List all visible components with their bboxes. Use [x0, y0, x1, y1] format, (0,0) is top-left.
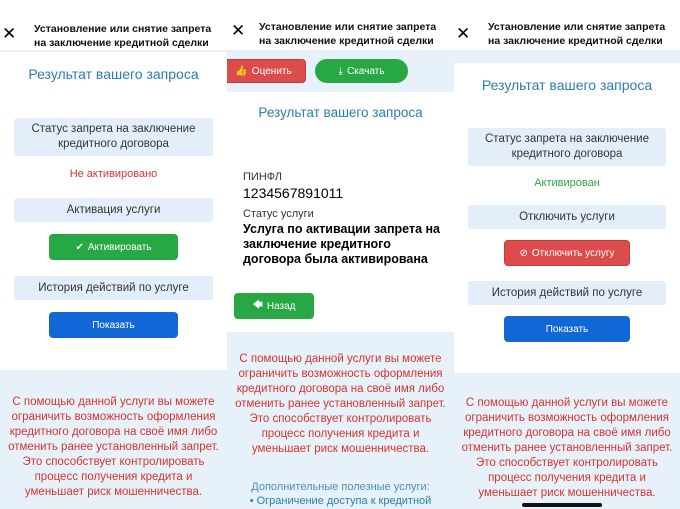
- history-box: История действий по услуге: [14, 276, 213, 300]
- result-card: [0, 52, 227, 370]
- screen-not-activated: [0, 0, 227, 509]
- result-card: [454, 63, 680, 373]
- header-title: Установление или снятие запрета на заключение кредитной сделки: [259, 21, 437, 48]
- close-icon[interactable]: ✕: [231, 21, 246, 40]
- status-value: Активирован: [534, 177, 600, 189]
- info-text: С помощью данной услуги вы можете ограничить возможность оформления кредитного договора на своё имя либо отменить ранее установленный запрет. Это способствует контролировать процесс получения кредита и уменьшает риск мошенничества.: [8, 396, 219, 498]
- header-title: Установление или снятие запрета на заключение кредитной сделки: [34, 23, 212, 50]
- disable-button[interactable]: [504, 240, 630, 266]
- disable-box: Отключить услуги: [468, 205, 666, 229]
- rate-button-label: Оценить: [251, 65, 292, 77]
- screen-activated: [454, 0, 680, 509]
- close-icon[interactable]: ✕: [456, 24, 471, 43]
- extra-service-link[interactable]: • Ограничение доступа к кредитной: [249, 495, 432, 507]
- back-button-label: Назад: [266, 300, 296, 312]
- activate-button-label: Активировать: [87, 241, 152, 253]
- show-button[interactable]: Показать: [504, 316, 630, 342]
- info-text: С помощью данной услуги вы можете ограничить возможность оформления кредитного договора на своё имя либо отменить ранее установленный запрет. Это способствует контролировать процесс получения кредита и уменьшает риск мошенничества.: [235, 353, 446, 455]
- activate-button[interactable]: [49, 234, 178, 260]
- activation-box: Активация услуги: [14, 198, 213, 222]
- download-button-label: Скачать: [346, 65, 385, 77]
- status-box: Статус запрета на заключение кредитного договора: [14, 118, 213, 156]
- close-icon[interactable]: ✕: [2, 24, 17, 43]
- info-text: С помощью данной услуги вы можете ограничить возможность оформления кредитного договора на своё имя либо отменить ранее установленный запрет. Это способствует контролировать процесс получения кредита и уменьшает риск мошенничества.: [461, 397, 673, 499]
- header: [454, 0, 680, 50]
- download-icon: ⤓: [338, 65, 343, 77]
- status-value: Не активировано: [69, 168, 158, 180]
- service-status-value: Услуга по активации запрета на заключение кредитного договора была активирована: [243, 222, 440, 266]
- extra-services-title: Дополнительные полезные услуги:: [251, 481, 430, 493]
- ban-icon: ⊘: [519, 247, 528, 259]
- show-button[interactable]: Показать: [49, 312, 178, 338]
- rate-button[interactable]: [227, 59, 306, 83]
- header: [0, 0, 227, 50]
- header-title: Установление или снятие запрета на заключение кредитной сделки: [488, 21, 666, 48]
- service-status-label: Статус услуги: [243, 208, 314, 220]
- result-card: [227, 92, 454, 332]
- card-title: Результат вашего запроса: [28, 66, 199, 82]
- arrow-left-icon: 🡄: [252, 299, 263, 311]
- history-box: История действий по услуге: [468, 281, 666, 305]
- card-title: Результат вашего запроса: [258, 105, 423, 120]
- thumbs-up-icon: 👍: [235, 65, 248, 77]
- check-circle-icon: ✔: [75, 241, 84, 253]
- status-box: Статус запрета на заключение кредитного договора: [468, 128, 666, 166]
- download-button[interactable]: [315, 59, 408, 83]
- home-indicator[interactable]: [522, 503, 602, 507]
- pinfl-value: 1234567891011: [243, 185, 344, 201]
- header: [227, 0, 454, 50]
- back-button[interactable]: [234, 293, 314, 319]
- card-title: Результат вашего запроса: [481, 77, 653, 93]
- screen-result-detail: [227, 0, 454, 509]
- disable-button-label: Отключить услугу: [531, 247, 615, 259]
- pinfl-label: ПИНФЛ: [243, 171, 282, 183]
